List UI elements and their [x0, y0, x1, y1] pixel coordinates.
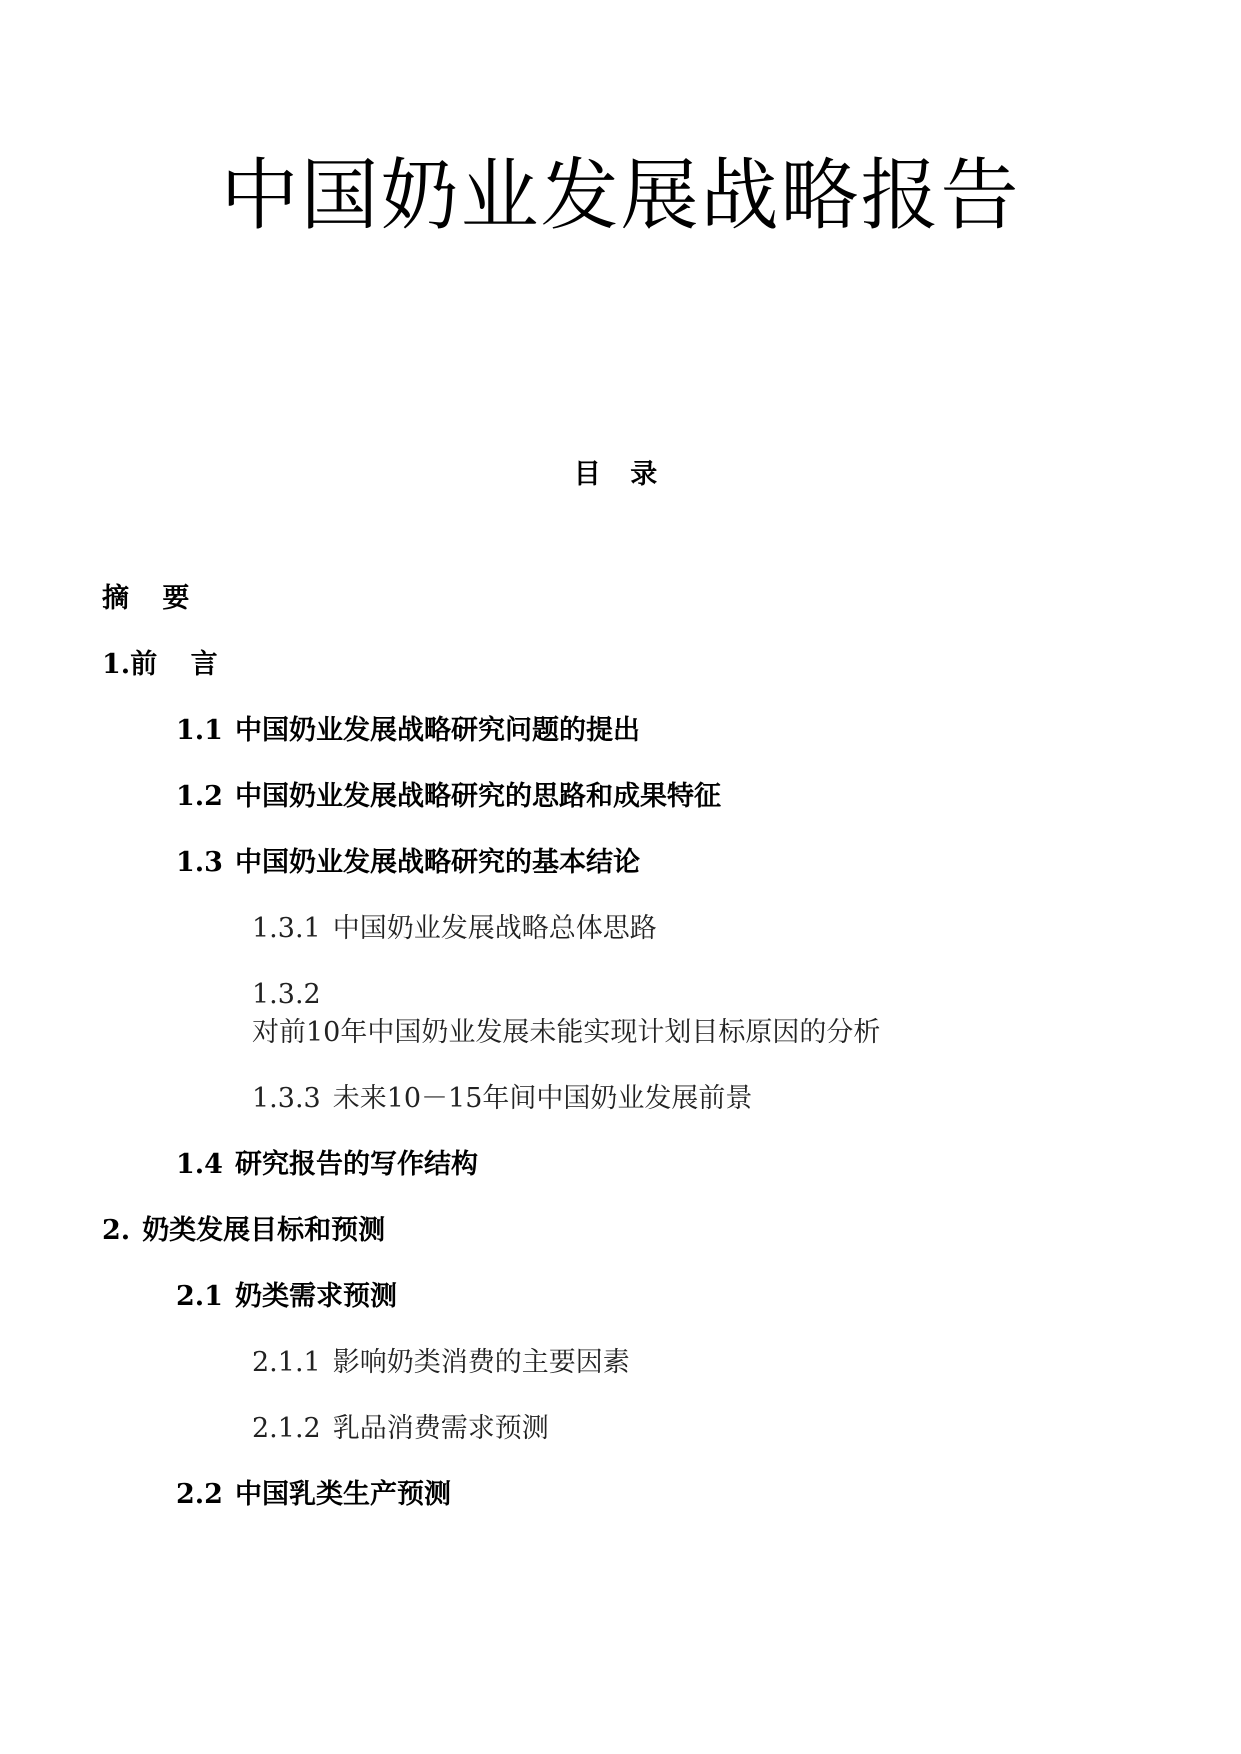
document-title: 中国奶业发展战略报告 — [220, 151, 1021, 241]
toc-entry-text: 中国乳类生产预测 — [234, 1479, 451, 1510]
toc-entry-number: 2.2 — [176, 1479, 223, 1510]
toc-entry-text: 研究报告的写作结构 — [234, 1149, 478, 1180]
toc-entry-number: 1.3.1 — [252, 913, 321, 944]
toc-entry-text: 奶类需求预测 — [234, 1281, 397, 1312]
toc-entry-text: 摘 要 — [102, 583, 202, 614]
toc-entry-number: 1.1 — [176, 715, 223, 746]
toc-entry-number: 1.3.2 — [252, 979, 321, 1010]
toc-entry-text: 影响奶类消费的主要因素 — [332, 1347, 630, 1378]
toc-entry-number: 1.4 — [176, 1149, 223, 1180]
toc-entry-2-1[interactable] — [176, 1278, 397, 1316]
toc-entry-text: 未来10－15年间中国奶业发展前景 — [332, 1083, 753, 1114]
toc-entry-1-2[interactable] — [176, 778, 721, 816]
toc-entry-text: 中国奶业发展战略研究问题的提出 — [234, 715, 640, 746]
toc-entry-1[interactable] — [102, 646, 230, 684]
toc-entry-number: 2. — [102, 1215, 131, 1246]
toc-entry-abstract[interactable] — [102, 580, 201, 618]
toc-entry-text: 中国奶业发展战略研究的思路和成果特征 — [234, 781, 721, 812]
toc-entry-number: 1.3.3 — [252, 1083, 321, 1114]
toc-entry-2-2[interactable] — [176, 1476, 451, 1514]
toc-entry-text: 中国奶业发展战略总体思路 — [332, 913, 657, 944]
toc-entry-number: 2.1.2 — [252, 1413, 321, 1444]
toc-entry-number: 1. — [102, 649, 131, 680]
toc-entry-2[interactable] — [102, 1212, 385, 1250]
toc-entry-1-3-1[interactable] — [252, 910, 657, 948]
toc-entry-number: 1.3 — [176, 847, 223, 878]
toc-entry-1-3-3[interactable] — [252, 1080, 752, 1118]
toc-entry-1-1[interactable] — [176, 712, 640, 750]
toc-heading: 目 录 — [573, 459, 668, 490]
toc-entry-2-1-1[interactable] — [252, 1344, 630, 1382]
toc-entry-text: 奶类发展目标和预测 — [142, 1215, 386, 1246]
toc-entry-text: 中国奶业发展战略研究的基本结论 — [234, 847, 640, 878]
toc-entry-number: 2.1 — [176, 1281, 223, 1312]
toc-entry-1-3[interactable] — [176, 844, 640, 882]
toc-entry-1-4[interactable] — [176, 1146, 478, 1184]
toc-entry-number: 1.2 — [176, 781, 223, 812]
toc-entry-text: 乳品消费需求预测 — [332, 1413, 549, 1444]
toc-entry-number: 2.1.1 — [252, 1347, 321, 1378]
toc-entry-2-1-2[interactable] — [252, 1410, 549, 1448]
toc-entry-text: 前 言 — [130, 649, 230, 680]
toc-entry-1-3-2[interactable] — [252, 976, 1012, 1052]
toc-entry-text: 对前10年中国奶业发展未能实现计划目标原因的分析 — [252, 1017, 881, 1048]
